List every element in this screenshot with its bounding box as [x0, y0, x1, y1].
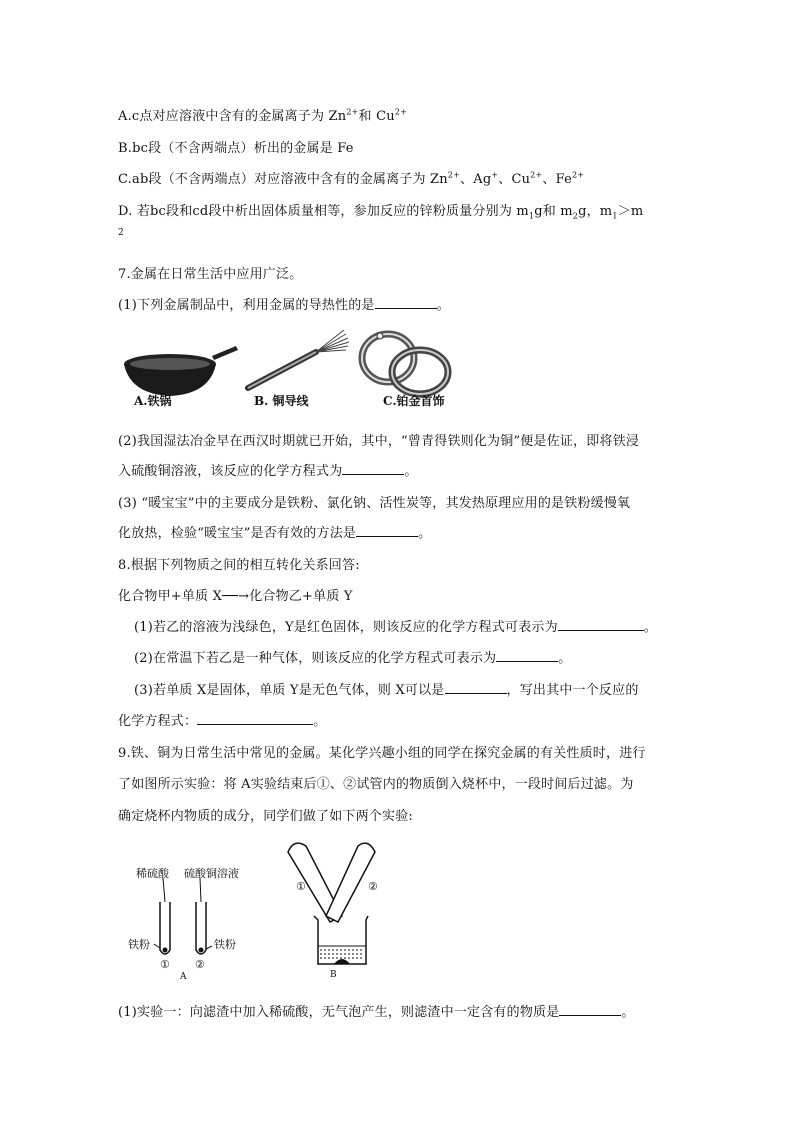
test-tube-1: [160, 878, 170, 954]
label-a: A: [180, 972, 187, 982]
q9-line1: 9.铁、铜为日常生活中常见的金属。某化学兴趣小组的同学在探究金属的有关性质时，进行: [118, 746, 646, 761]
option-b: B.bc段（不含两端点）析出的金属是 Fe: [118, 141, 354, 156]
caption-copper-wire: B. 铜导线: [254, 394, 309, 408]
q7-part2-line2: 入硫酸铜溶液，该反应的化学方程式为 。: [118, 464, 418, 479]
q9-line3: 确定烧杯内物质的成分，同学们做了如下两个实验:: [118, 809, 413, 824]
q8-part1: (1)若乙的溶液为浅绿色，Y是红色固体，则该反应的化学方程式可表示为 。: [134, 620, 658, 635]
tube-number-2: ②: [195, 958, 205, 971]
experiment-figure: [130, 832, 400, 984]
answer-blank[interactable]: [342, 462, 404, 475]
q9-exp1: (1)实验一：向滤渣中加入稀硫酸，无气泡产生，则滤渣中一定含有的物质是 。: [118, 1005, 635, 1020]
caption-wok: A.铁锅: [134, 394, 172, 408]
q7-stem: 7.金属在日常生活中应用广泛。: [118, 267, 303, 282]
answer-blank[interactable]: [375, 296, 437, 309]
q8-part3-line2: 化学方程式： 。: [118, 714, 327, 729]
q7-part2-line1: (2)我国湿法冶金早在西汉时期就已开始，其中，“曾青得铁则化为铜”便是佐证，即将铁浸: [118, 434, 640, 449]
beaker: [314, 916, 368, 964]
tube-number-1: ①: [160, 958, 170, 971]
option-d: D. 若bc段和cd段中析出固体质量相等，参加反应的锌粉质量分别为 $m_1g$和 $m_2g$，$m_1>m$: [118, 204, 644, 221]
answer-blank[interactable]: [445, 681, 507, 694]
option-d-wrap: 2: [118, 228, 124, 238]
platinum-rings-icon: [362, 333, 448, 394]
q8-part2: (2)在常温下若乙是一种气体，则该反应的化学方程式可表示为 。: [134, 651, 572, 666]
q8-part3-line1: (3)若单质 X是固体，单质 Y是无色气体，则 X可以是 ，写出其中一个反应的: [134, 683, 639, 698]
q7-part3-line1: (3) “暖宝宝”中的主要成分是铁粉、氯化钠、活性炭等，其发热原理应用的是铁粉缓慢氧: [118, 496, 631, 511]
copper-wire-icon: [248, 330, 349, 388]
answer-blank[interactable]: [356, 524, 418, 537]
q7-part3-line2: 化放热，检验“暖宝宝”是否有效的方法是 。: [118, 526, 432, 541]
label-cuso4: 硫酸铜溶液: [184, 867, 239, 880]
q7-part1: (1)下列金属制品中，利用金属的导热性的是 。: [118, 298, 450, 313]
label-dilute-acid: 稀硫酸: [136, 867, 169, 880]
label-iron-powder-2: 铁粉: [214, 938, 236, 951]
option-c: C.ab段（不含两端点）对应溶液中含有的金属离子为 $Zn^{2+}$、Ag+、$Cu^{2+}$、$Fe^{2+}$: [118, 170, 585, 187]
q9-line2: 了如图所示实验：将 A实验结束后①、②试管内的物质倒入烧杯中，一段时间后过滤。为: [118, 777, 634, 792]
pour-tube-number-1: ①: [296, 880, 306, 893]
option-a: A.c点对应溶液中含有的金属离子为 $Zn^{2+}$和 $Cu^{2+}$: [118, 107, 408, 124]
q8-stem: 8.根据下列物质之间的相互转化关系回答:: [118, 558, 360, 573]
label-b: B: [330, 970, 337, 980]
q8-equation: 化合物甲+单质 X──→化合物乙+单质 Y: [118, 589, 353, 604]
label-iron-powder-1: 铁粉: [128, 938, 150, 951]
answer-blank[interactable]: [197, 712, 313, 725]
caption-platinum: C.铂金首饰: [383, 394, 445, 408]
answer-blank[interactable]: [558, 618, 644, 631]
pour-tube-number-2: ②: [368, 880, 378, 893]
answer-blank[interactable]: [559, 1003, 621, 1016]
answer-blank[interactable]: [496, 649, 558, 662]
wok-icon: [124, 346, 238, 396]
test-tube-2: [196, 878, 206, 954]
